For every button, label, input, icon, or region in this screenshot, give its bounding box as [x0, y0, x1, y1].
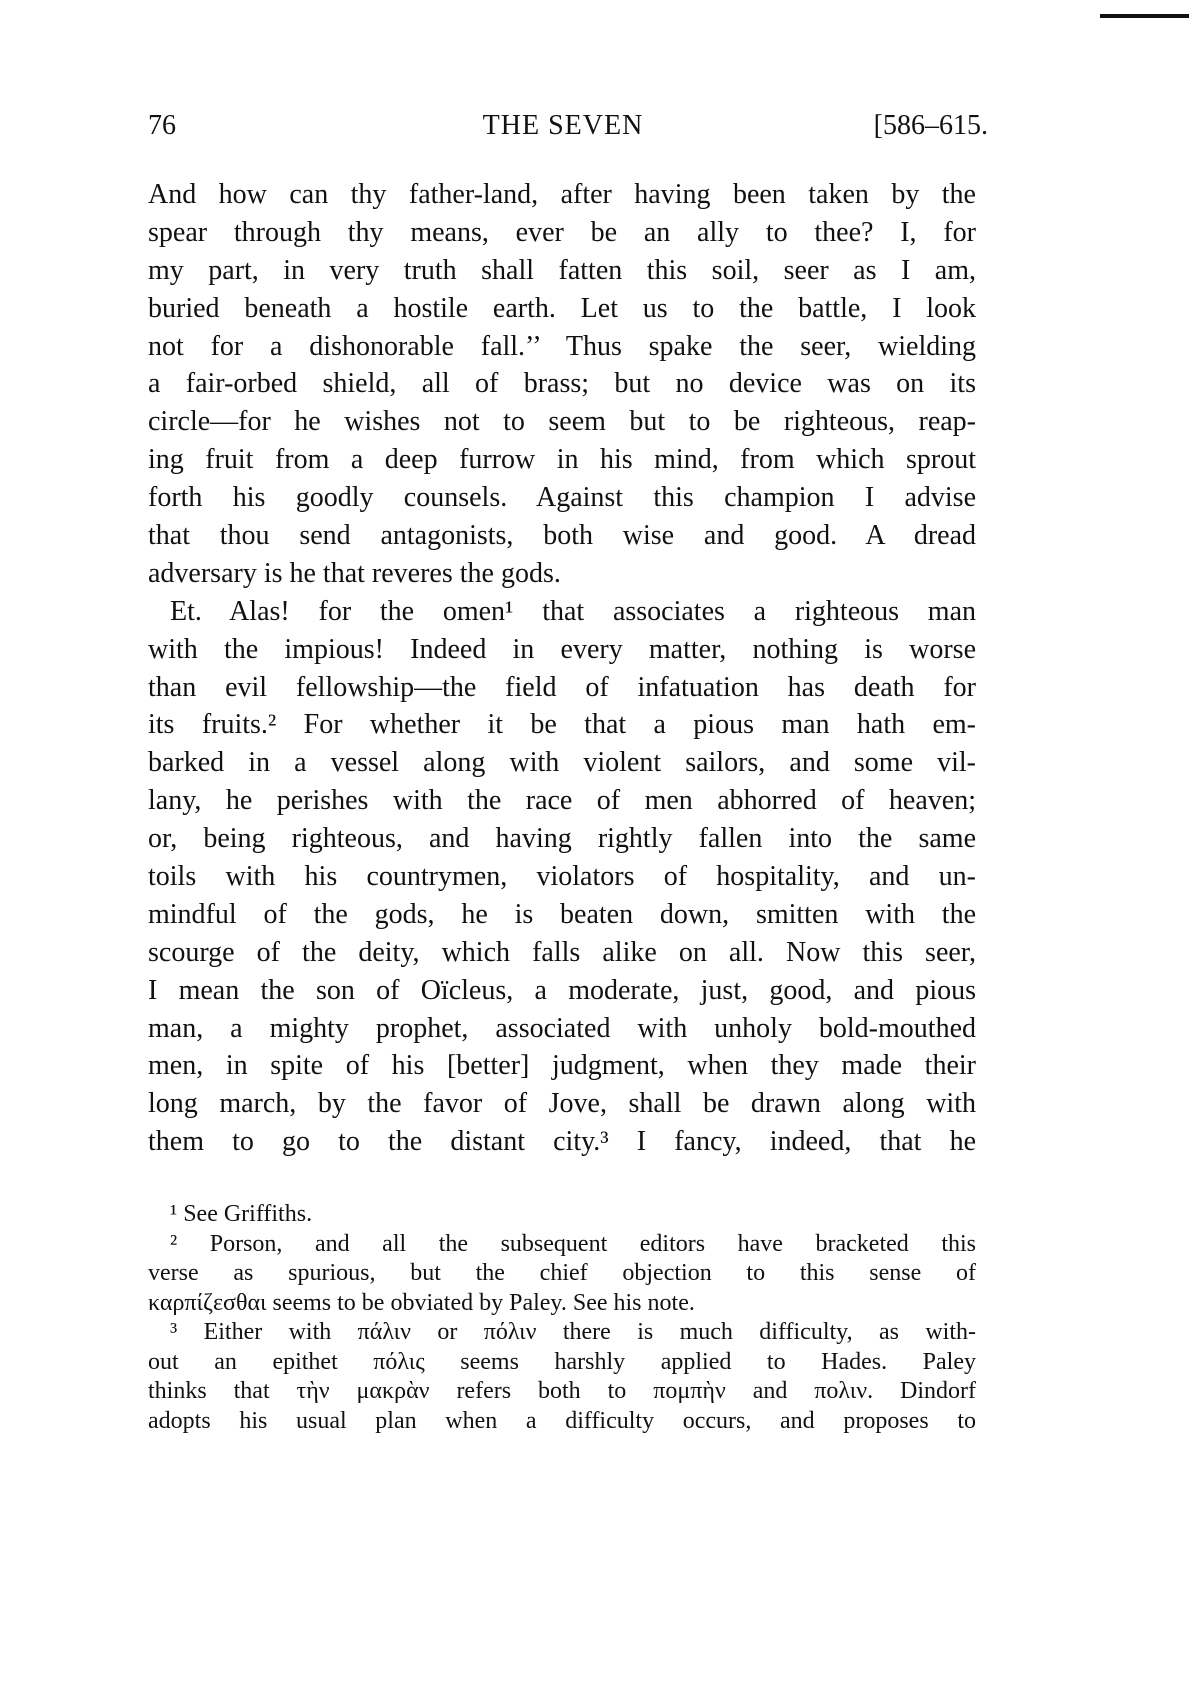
text-line: man, a mighty prophet, associated with unholy bold-mouthed	[148, 1012, 976, 1044]
body-text	[148, 176, 976, 1161]
text-line: barked in a vessel along with violent sailors, and some vil-	[148, 747, 976, 779]
text-line: not for a dishonorable fall.’’ Thus spake the seer, wielding	[148, 330, 976, 362]
footnote-line: out an epithet πόλις seems harshly applied to Hades. Paley	[148, 1348, 976, 1375]
text-line: buried beneath a hostile earth. Let us to the battle, I look	[148, 292, 976, 324]
text-line: circle—for he wishes not to seem but to be righteous, reap-	[148, 406, 976, 438]
text-line: I mean the son of Oïcleus, a moderate, just, good, and pious	[148, 974, 976, 1006]
text-line: than evil fellowship—the field of infatuation has death for	[148, 671, 976, 703]
footnote-line: καρπίζεσθαι seems to be obviated by Paley. See his note.	[148, 1289, 695, 1316]
text-line: them to go to the distant city.³ I fancy, indeed, that he	[148, 1126, 976, 1158]
footnote-line: verse as spurious, but the chief objection to this sense of	[148, 1260, 976, 1286]
scan-edge-rule	[1100, 14, 1189, 18]
text-line: toils with his countrymen, violators of hospitality, and un-	[148, 861, 976, 893]
text-line: long march, by the favor of Jove, shall be drawn along with	[148, 1088, 976, 1120]
page-number: 76	[148, 110, 176, 141]
line-range: [586–615.	[873, 110, 988, 141]
text-line: adversary is he that reveres the gods.	[148, 557, 561, 589]
text-line: mindful of the gods, he is beaten down, smitten with the	[148, 898, 976, 930]
page-header	[148, 110, 988, 150]
text-line: or, being righteous, and having rightly fallen into the same	[148, 823, 976, 855]
footnote-line: adopts his usual plan when a difficulty occurs, and proposes to	[148, 1407, 976, 1434]
text-line: my part, in very truth shall fatten this soil, seer as I am,	[148, 254, 976, 286]
text-line: Et. Alas! for the omen¹ that associates a righteous man	[170, 595, 976, 627]
text-line: that thou send antagonists, both wise and good. A dread	[148, 520, 976, 552]
text-line: lany, he perishes with the race of men abhorred of heaven;	[148, 785, 976, 817]
footnote-line: thinks that τὴν μακρὰν refers both to πομπὴν and πολιν. Dindorf	[148, 1378, 976, 1404]
text-line: with the impious! Indeed in every matter, nothing is worse	[148, 633, 976, 665]
footnotes	[148, 1200, 976, 1436]
footnote-line: ² Porson, and all the subsequent editors have bracketed this	[170, 1230, 976, 1257]
text-line: its fruits.² For whether it be that a pious man hath em-	[148, 709, 976, 741]
text-line: forth his goodly counsels. Against this champion I advise	[148, 482, 976, 514]
text-line: men, in spite of his [better] judgment, when they made their	[148, 1050, 976, 1082]
footnote-line: ³ Either with πάλιν or πόλιν there is much difficulty, as with-	[170, 1319, 976, 1345]
text-line: ing fruit from a deep furrow in his mind, from which sprout	[148, 444, 976, 476]
running-title: THE SEVEN	[482, 110, 644, 141]
footnote-line: ¹ See Griffiths.	[170, 1201, 313, 1227]
text-line: And how can thy father-land, after having been taken by the	[148, 179, 976, 210]
text-line: a fair-orbed shield, all of brass; but no device was on its	[148, 368, 976, 400]
text-line: spear through thy means, ever be an ally to thee? I, for	[148, 216, 976, 248]
text-line: scourge of the deity, which falls alike on all. Now this seer,	[148, 936, 976, 968]
